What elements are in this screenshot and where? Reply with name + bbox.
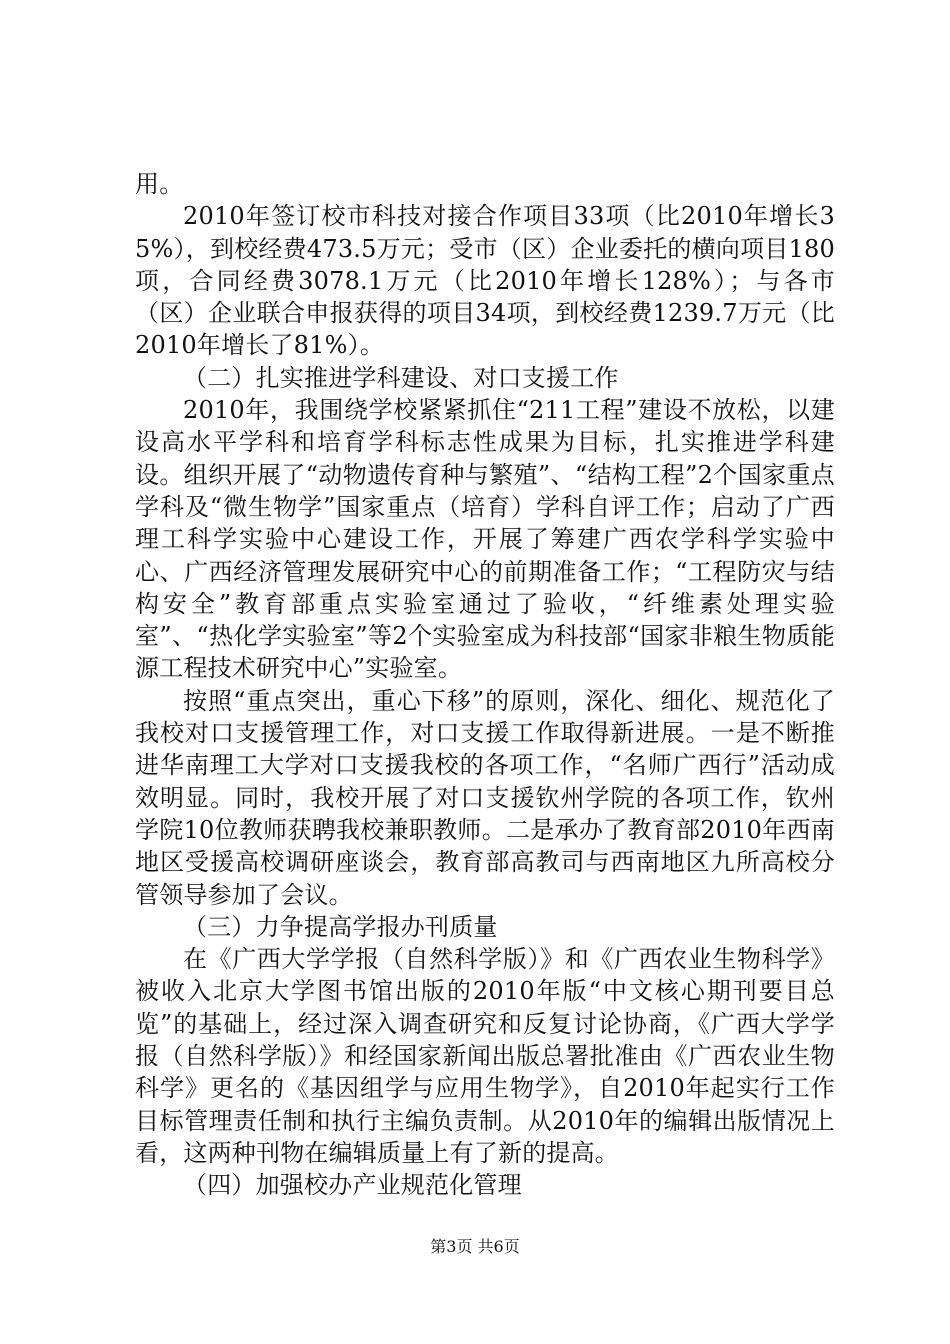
paragraph-counterpart-support: 按照“重点突出，重心下移”的原则，深化、细化、规范化了我校对口支援管理工作，对口支援工作取得新进展。一是不断推进华南理工大学对口支援我校的各项工作，“名师广西行”活动成效明显。同时，我校开展了对口支援钦州学院的各项工作，钦州学院10位教师获聘我校兼职教师。二是承办了教育部2010年西南地区受援高校调研座谈会，教育部高教司与西南地区九所高校分管领导参加了会议。	[135, 686, 835, 909]
document-body	[135, 168, 835, 1202]
paragraph-continuation: 用。	[135, 170, 184, 198]
section-heading-discipline-construction: （二）扎实推进学科建设、对口支援工作	[183, 363, 619, 392]
section-heading-school-industry: （四）加强校办产业规范化管理	[183, 1171, 522, 1200]
page-footer	[0, 1237, 950, 1257]
section-heading-journal-quality: （三）力争提高学报办刊质量	[183, 912, 498, 941]
paragraph-discipline-construction: 2010年，我围绕学校紧紧抓住“211工程”建设不放松，以建设高水平学科和培育学科标志性成果为目标，扎实推进学科建设。组织开展了“动物遗传育种与繁殖”、“结构工程”2个国家重点学科及“微生物学”国家重点（培育）学科自评工作；启动了广西理工科学实验中心建设工作，开展了筹建广西农学科学实验中心、广西经济管理发展研究中心的前期准备工作；“工程防灾与结构安全”教育部重点实验室通过了验收，“纤维素处理实验室”、“热化学实验室”等2个实验室成为科技部“国家非粮生物质能源工程技术研究中心”实验室。	[135, 396, 835, 683]
paragraph-journal-quality: 在《广西大学学报（自然科学版）》和《广西农业生物科学》被收入北京大学图书馆出版的2010年版“中文核心期刊要目总览”的基础上，经过深入调查研究和反复讨论协商，《广西大学学报（自然科学版）》和经国家新闻出版总署批准由《广西农业生物科学》更名的《基因组学与应用生物学》，自2010年起实行工作目标管理责任制和执行主编负责制。从2010年的编辑出版情况上看，这两种刊物在编辑质量上有了新的提高。	[135, 945, 835, 1167]
page-number-label: 第3页 共6页	[430, 1237, 520, 1256]
paragraph-cooperation-projects: 2010年签订校市科技对接合作项目33项（比2010年增长35%），到校经费473.5万元；受市（区）企业委托的横向项目180项，合同经费3078.1万元（比2010年增长128%）；与各市（区）企业联合申报获得的项目34项，到校经费1239.7万元（比2010年增长了81%）。	[135, 202, 835, 360]
